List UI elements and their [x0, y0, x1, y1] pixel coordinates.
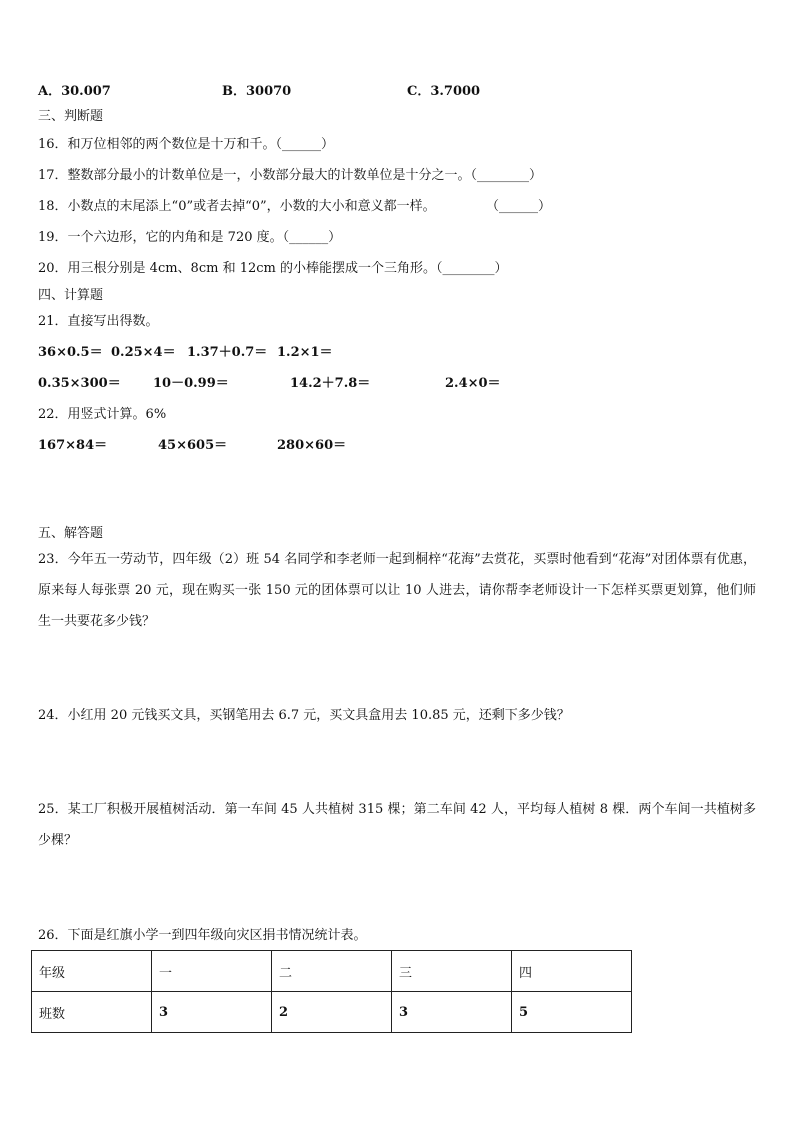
table-cell: 一	[152, 951, 272, 992]
calc-item: 14.2＋7.8＝	[290, 376, 371, 391]
table-row	[32, 951, 632, 992]
table-row	[32, 992, 632, 1033]
vertical-calc-item: 167×84＝	[38, 438, 108, 453]
question-24: 24．小红用 20 元钱买文具，买钢笔用去 6.7 元，买文具盒用去 10.85 元，还剩下多少钱？	[38, 708, 570, 723]
calc-item: 1.2×1＝	[277, 345, 333, 360]
table-cell: 年级	[32, 951, 152, 992]
question-18-text: 18．小数点的末尾添上“0”或者去掉“0”，小数的大小和意义都一样。	[38, 199, 436, 214]
question-20: 20．用三根分别是 4cm、8cm 和 12cm 的小棒能摆成一个三角形。（________）	[38, 261, 508, 276]
question-23: 23．今年五一劳动节，四年级（2）班 54 名同学和李老师一起到桐梓“花海”去赏花，买票时他看到“花海”对团体票有优惠，原来每人每张票 20 元，现在购买一张 150 元的团体票可以让 10 人进去，请你帮李老师设计一下怎样买票更划算，他们师生一共要花多少钱？	[38, 552, 756, 629]
calc-item: 2.4×0＝	[445, 376, 501, 391]
question-21-title: 21．直接写出得数。	[38, 314, 159, 329]
question-19: 19．一个六边形，它的内角和是 720 度。（______）	[38, 230, 342, 245]
table-cell: 2	[272, 992, 392, 1033]
calc-item: 0.25×4＝	[111, 345, 176, 360]
table-cell: 三	[392, 951, 512, 992]
question-22-title: 22．用竖式计算。6%	[38, 407, 167, 422]
table-cell: 5	[512, 992, 632, 1033]
table-cell: 3	[392, 992, 512, 1033]
calc-item: 36×0.5＝	[38, 345, 103, 360]
vertical-calc-item: 280×60＝	[277, 438, 347, 453]
option-a: A．30.007	[38, 84, 111, 99]
option-b: B．30070	[222, 84, 292, 99]
section-5-title: 五、解答题	[38, 526, 104, 541]
calc-item: 1.37＋0.7＝	[187, 345, 268, 360]
question-17: 17．整数部分最小的计数单位是一，小数部分最大的计数单位是十分之一。（________）	[38, 168, 543, 183]
table-cell: 四	[512, 951, 632, 992]
table-cell: 3	[152, 992, 272, 1033]
section-3-title: 三、判断题	[38, 109, 104, 124]
calc-item: 0.35×300＝	[38, 376, 121, 391]
question-26-title: 26．下面是红旗小学一到四年级向灾区捐书情况统计表。	[38, 928, 367, 943]
table-cell: 二	[272, 951, 392, 992]
question-18	[38, 199, 436, 215]
section-4-title: 四、计算题	[38, 288, 104, 303]
donation-table	[31, 950, 632, 1033]
question-25: 25．某工厂积极开展植树活动．第一车间 45 人共植树 315 棵；第二车间 42 人，平均每人植树 8 棵．两个车间一共植树多少棵？	[38, 802, 756, 848]
calc-item: 10－0.99＝	[153, 376, 229, 391]
table-cell: 班数	[32, 992, 152, 1033]
vertical-calc-item: 45×605＝	[158, 438, 228, 453]
question-18-blank: （______）	[486, 199, 552, 214]
option-c: C．3.7000	[407, 84, 481, 99]
question-16: 16．和万位相邻的两个数位是十万和千。（______）	[38, 137, 335, 152]
